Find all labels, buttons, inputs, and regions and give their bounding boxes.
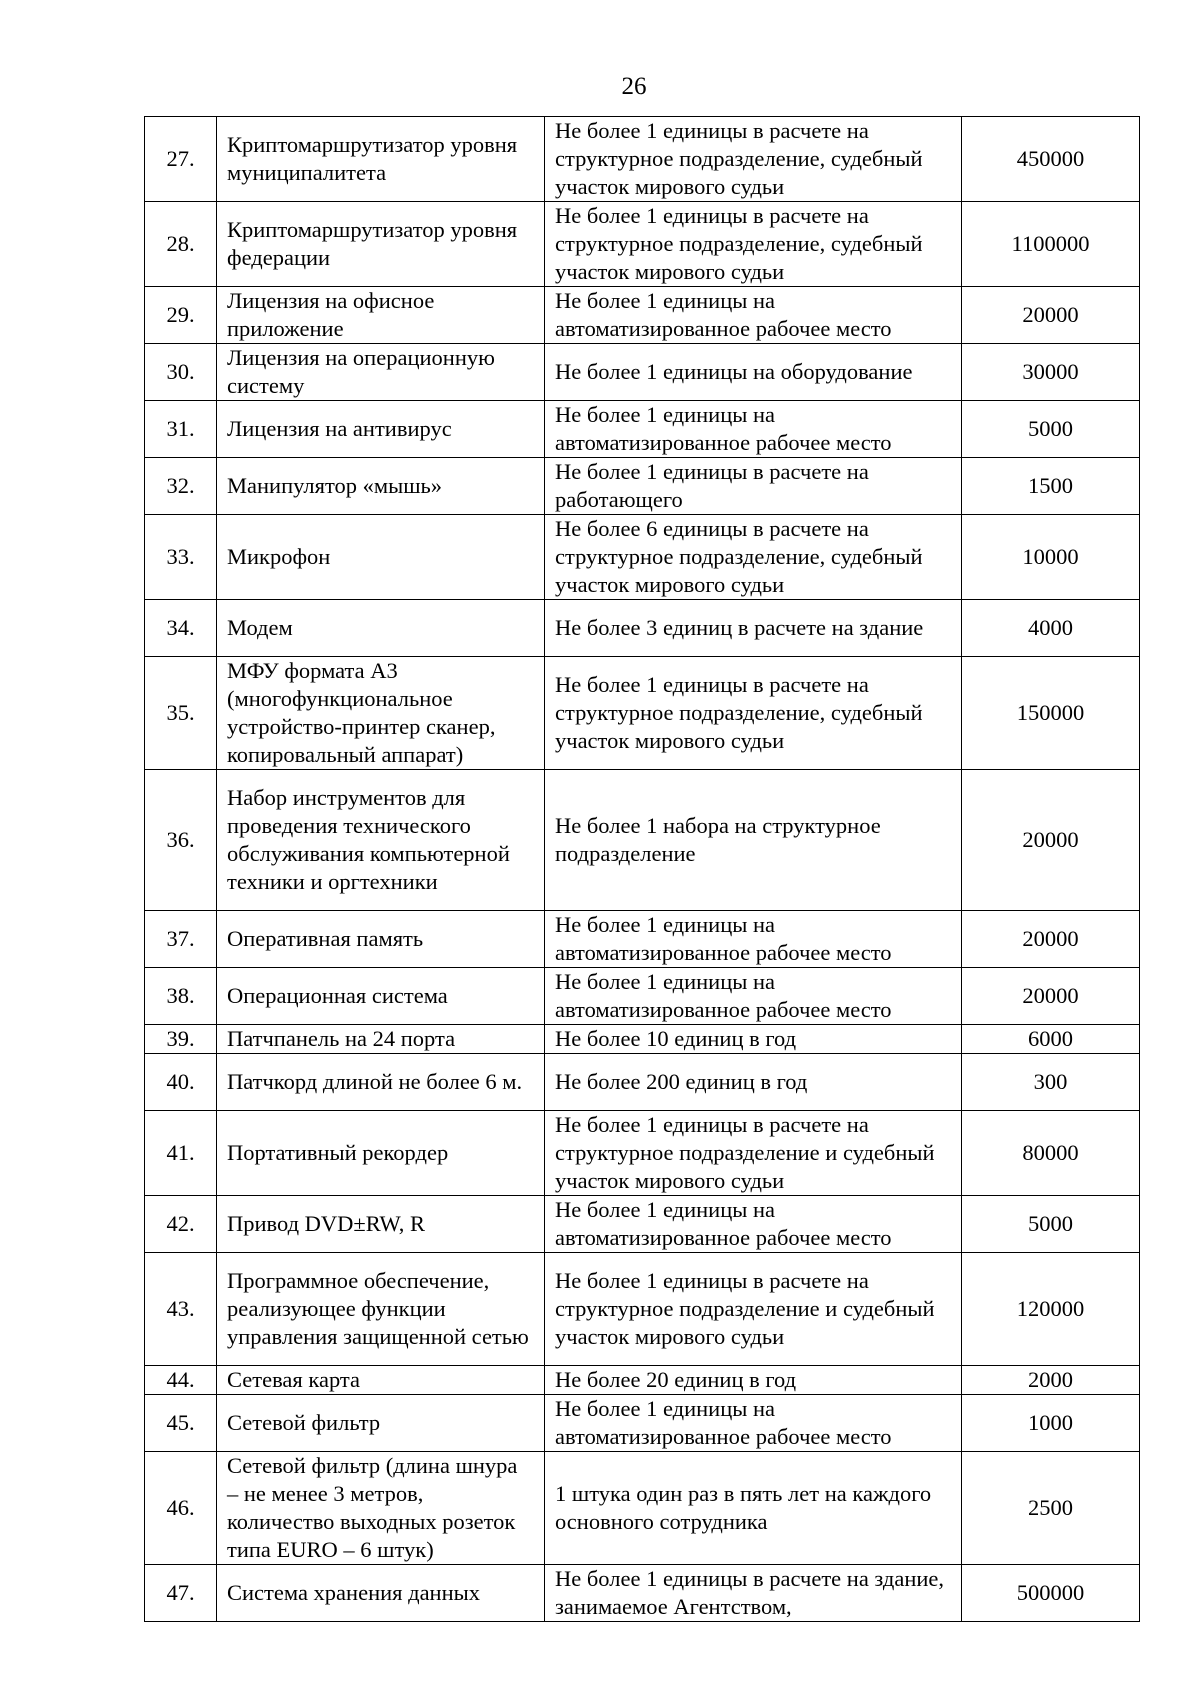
- item-name: Криптомаршрутизатор уровня федерации: [217, 202, 545, 287]
- item-norm: Не более 1 единицы в расчете на работающего: [545, 458, 962, 515]
- table-row: [145, 1196, 1140, 1253]
- row-number: 30.: [145, 344, 217, 401]
- row-number: 27.: [145, 117, 217, 202]
- row-number: 31.: [145, 401, 217, 458]
- item-norm: Не более 1 единицы на автоматизированное рабочее место: [545, 911, 962, 968]
- page-number: 26: [621, 73, 647, 100]
- table-row: [145, 515, 1140, 600]
- item-name: Лицензия на операционную систему: [217, 344, 545, 401]
- row-number: 33.: [145, 515, 217, 600]
- item-cost: 80000: [962, 1111, 1140, 1196]
- table-row: [145, 287, 1140, 344]
- table-row: [145, 344, 1140, 401]
- item-cost: 4000: [962, 600, 1140, 657]
- table-row: [145, 1054, 1140, 1111]
- row-number: 35.: [145, 657, 217, 770]
- row-number: 32.: [145, 458, 217, 515]
- item-norm: Не более 10 единиц в год: [545, 1025, 962, 1054]
- item-cost: 6000: [962, 1025, 1140, 1054]
- table-row: [145, 458, 1140, 515]
- item-name: Модем: [217, 600, 545, 657]
- item-cost: 20000: [962, 968, 1140, 1025]
- item-norm: Не более 1 набора на структурное подразделение: [545, 770, 962, 911]
- row-number: 39.: [145, 1025, 217, 1054]
- row-number: 38.: [145, 968, 217, 1025]
- table-row: [145, 1565, 1140, 1622]
- table-row: [145, 1111, 1140, 1196]
- item-name: МФУ формата А3 (многофункциональное устройство-принтер сканер, копировальный аппарат): [217, 657, 545, 770]
- item-norm: 1 штука один раз в пять лет на каждого основного сотрудника: [545, 1452, 962, 1565]
- item-name: Портативный рекордер: [217, 1111, 545, 1196]
- item-norm: Не более 3 единиц в расчете на здание: [545, 600, 962, 657]
- row-number: 44.: [145, 1366, 217, 1395]
- row-number: 46.: [145, 1452, 217, 1565]
- row-number: 40.: [145, 1054, 217, 1111]
- item-norm: Не более 1 единицы на автоматизированное рабочее место: [545, 1395, 962, 1452]
- item-name: Манипулятор «мышь»: [217, 458, 545, 515]
- item-cost: 1500: [962, 458, 1140, 515]
- item-name: Сетевая карта: [217, 1366, 545, 1395]
- item-name: Патчкорд длиной не более 6 м.: [217, 1054, 545, 1111]
- item-norm: Не более 1 единицы на автоматизированное рабочее место: [545, 1196, 962, 1253]
- item-norm: Не более 1 единицы на автоматизированное рабочее место: [545, 968, 962, 1025]
- row-number: 41.: [145, 1111, 217, 1196]
- row-number: 43.: [145, 1253, 217, 1366]
- item-name: Сетевой фильтр: [217, 1395, 545, 1452]
- table-row: [145, 1452, 1140, 1565]
- item-name: Набор инструментов для проведения технического обслуживания компьютерной техники и оргтехники: [217, 770, 545, 911]
- item-norm: Не более 1 единицы в расчете на здание, занимаемое Агентством,: [545, 1565, 962, 1622]
- item-name: Операционная система: [217, 968, 545, 1025]
- item-cost: 500000: [962, 1565, 1140, 1622]
- item-cost: 150000: [962, 657, 1140, 770]
- row-number: 45.: [145, 1395, 217, 1452]
- item-cost: 10000: [962, 515, 1140, 600]
- table-row: [145, 202, 1140, 287]
- table-row: [145, 1395, 1140, 1452]
- item-norm: Не более 1 единицы в расчете на структурное подразделение, судебный участок мирового судьи: [545, 117, 962, 202]
- item-norm: Не более 1 единицы в расчете на структурное подразделение и судебный участок мирового судьи: [545, 1111, 962, 1196]
- table-row: [145, 600, 1140, 657]
- item-name: Система хранения данных: [217, 1565, 545, 1622]
- item-cost: 5000: [962, 401, 1140, 458]
- table-row: [145, 1366, 1140, 1395]
- item-norm: Не более 1 единицы в расчете на структурное подразделение и судебный участок мирового судьи: [545, 1253, 962, 1366]
- item-norm: Не более 6 единицы в расчете на структурное подразделение, судебный участок мирового судьи: [545, 515, 962, 600]
- item-name: Лицензия на антивирус: [217, 401, 545, 458]
- item-norm: Не более 1 единицы на автоматизированное рабочее место: [545, 287, 962, 344]
- equipment-norms-table: [144, 116, 1140, 1622]
- item-norm: Не более 200 единиц в год: [545, 1054, 962, 1111]
- item-norm: Не более 20 единиц в год: [545, 1366, 962, 1395]
- item-cost: 2500: [962, 1452, 1140, 1565]
- table-row: [145, 968, 1140, 1025]
- table-row: [145, 1025, 1140, 1054]
- table-row: [145, 770, 1140, 911]
- item-cost: 20000: [962, 770, 1140, 911]
- item-cost: 5000: [962, 1196, 1140, 1253]
- row-number: 29.: [145, 287, 217, 344]
- row-number: 34.: [145, 600, 217, 657]
- item-cost: 1100000: [962, 202, 1140, 287]
- row-number: 28.: [145, 202, 217, 287]
- table-row: [145, 401, 1140, 458]
- item-norm: Не более 1 единицы в расчете на структурное подразделение, судебный участок мирового судьи: [545, 657, 962, 770]
- row-number: 37.: [145, 911, 217, 968]
- item-name: Программное обеспечение, реализующее функции управления защищенной сетью: [217, 1253, 545, 1366]
- item-name: Микрофон: [217, 515, 545, 600]
- item-name: Сетевой фильтр (длина шнура – не менее 3 метров, количество выходных розеток типа EURO – 6 штук): [217, 1452, 545, 1565]
- row-number: 47.: [145, 1565, 217, 1622]
- item-cost: 120000: [962, 1253, 1140, 1366]
- item-name: Лицензия на офисное приложение: [217, 287, 545, 344]
- table-row: [145, 911, 1140, 968]
- item-name: Оперативная память: [217, 911, 545, 968]
- item-cost: 20000: [962, 287, 1140, 344]
- item-cost: 1000: [962, 1395, 1140, 1452]
- item-norm: Не более 1 единицы в расчете на структурное подразделение, судебный участок мирового судьи: [545, 202, 962, 287]
- table-row: [145, 657, 1140, 770]
- item-norm: Не более 1 единицы на оборудование: [545, 344, 962, 401]
- item-cost: 20000: [962, 911, 1140, 968]
- item-cost: 2000: [962, 1366, 1140, 1395]
- item-cost: 300: [962, 1054, 1140, 1111]
- item-name: Криптомаршрутизатор уровня муниципалитета: [217, 117, 545, 202]
- item-name: Патчпанель на 24 порта: [217, 1025, 545, 1054]
- item-norm: Не более 1 единицы на автоматизированное рабочее место: [545, 401, 962, 458]
- row-number: 36.: [145, 770, 217, 911]
- table-row: [145, 1253, 1140, 1366]
- item-name: Привод DVD±RW, R: [217, 1196, 545, 1253]
- item-cost: 30000: [962, 344, 1140, 401]
- row-number: 42.: [145, 1196, 217, 1253]
- item-cost: 450000: [962, 117, 1140, 202]
- table-row: [145, 117, 1140, 202]
